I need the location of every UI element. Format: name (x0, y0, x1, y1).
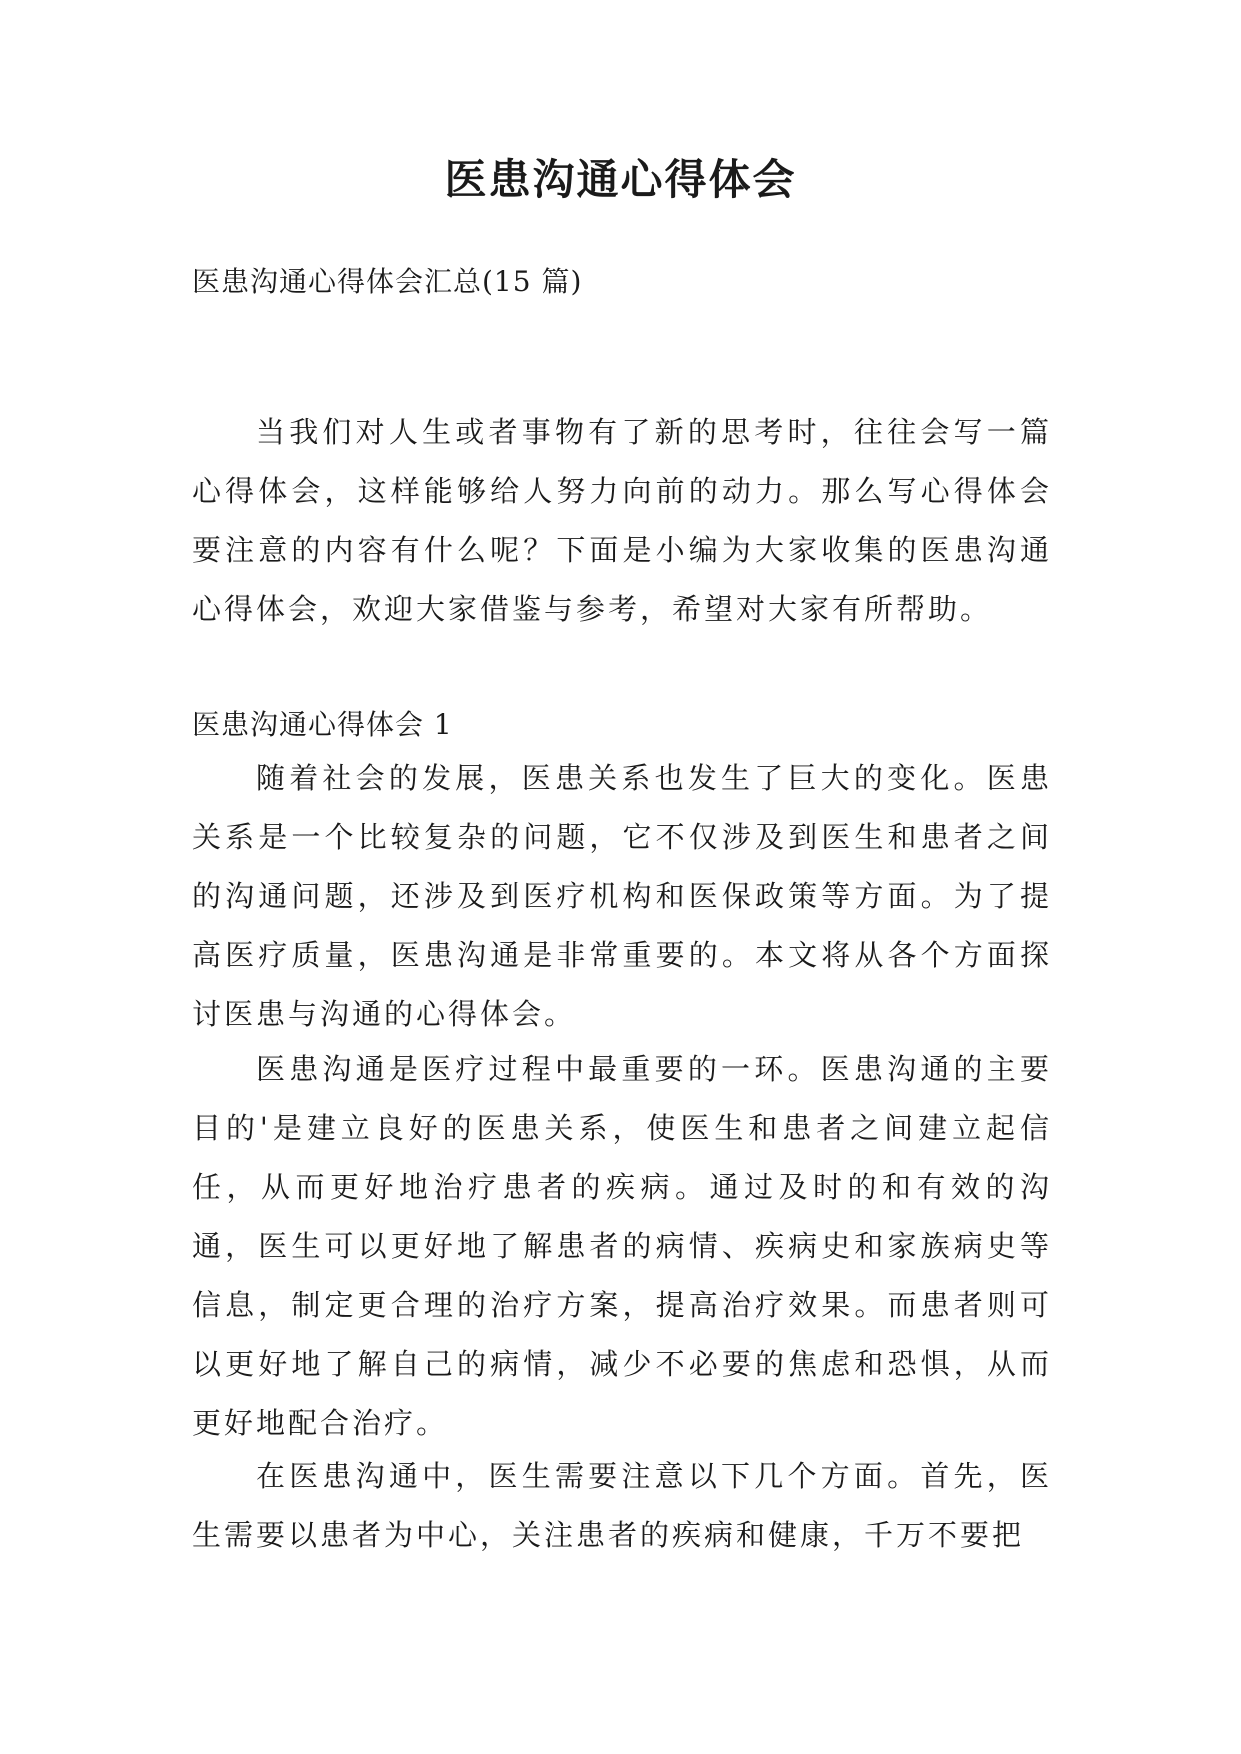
document-subtitle: 医患沟通心得体会汇总(15 篇) (192, 265, 583, 298)
section-heading: 医患沟通心得体会 1 (192, 708, 453, 741)
intro-paragraph: 当我们对人生或者事物有了新的思考时，往往会写一篇心得体会，这样能够给人努力向前的动力。那么写心得体会要注意的内容有什么呢？下面是小编为大家收集的医患沟通心得体会，欢迎大家借鉴与参考，希望对大家有所帮助。 (192, 415, 1052, 626)
body-paragraph: 医患沟通是医疗过程中最重要的一环。医患沟通的主要目的'是建立良好的医患关系，使医生和患者之间建立起信任，从而更好地治疗患者的疾病。通过及时的和有效的沟通，医生可以更好地了解患者的病情、疾病史和家族病史等信息，制定更合理的治疗方案，提高治疗效果。而患者则可以更好地了解自己的病情，减少不必要的焦虑和恐惧，从而更好地配合治疗。 (192, 1052, 1052, 1440)
body-paragraph: 在医患沟通中，医生需要注意以下几个方面。首先，医生需要以患者为中心，关注患者的疾病和健康，千万不要把 (192, 1459, 1052, 1552)
body-paragraph: 随着社会的发展，医患关系也发生了巨大的变化。医患关系是一个比较复杂的问题，它不仅涉及到医生和患者之间的沟通问题，还涉及到医疗机构和医保政策等方面。为了提高医疗质量，医患沟通是非常重要的。本文将从各个方面探讨医患与沟通的心得体会。 (192, 761, 1052, 1031)
document-title: 医患沟通心得体会 (444, 155, 797, 204)
